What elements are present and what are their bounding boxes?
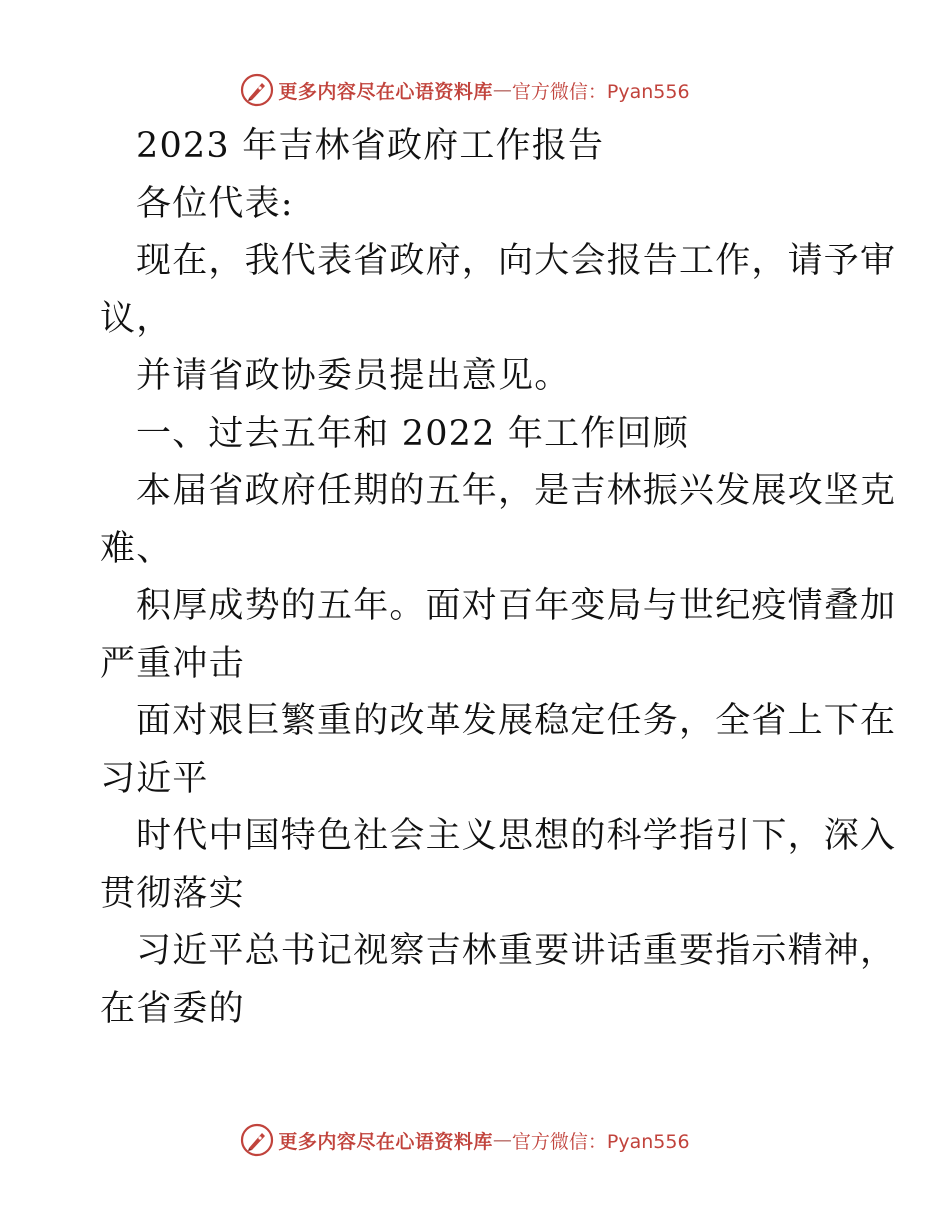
pen-circle-icon [240, 1123, 274, 1157]
watermark-dash: — [492, 79, 512, 101]
document-line: 时代中国特色社会主义思想的科学指引下，深入 [136, 816, 897, 856]
document-line: 各位代表: [136, 183, 294, 224]
pen-circle-icon [240, 73, 274, 107]
watermark-brand: 更多内容尽在心语资料库 [278, 1130, 493, 1153]
watermark-dash: — [492, 1129, 512, 1151]
document-line: 本届省政府任期的五年，是吉林振兴发展攻坚克 [136, 471, 897, 511]
document-line: 严重冲击 [100, 643, 245, 684]
document-line: 习近平总书记视察吉林重要讲话重要指示精神， [136, 931, 897, 971]
document-line: 难、 [100, 528, 173, 569]
watermark-contact: 官方微信：Pyan556 [511, 1130, 690, 1153]
document-line: 面对艰巨繁重的改革发展稳定任务，全省上下在 [136, 701, 897, 741]
document-line: 积厚成势的五年。面对百年变局与世纪疫情叠加 [136, 586, 897, 626]
document-line: 一、过去五年和 2022 年工作回顾 [136, 413, 689, 454]
document-line: 在省委的 [100, 988, 245, 1029]
watermark-contact: 官方微信：Pyan556 [511, 80, 690, 103]
document-body [100, 118, 897, 1038]
document-line: 并请省政协委员提出意见。 [136, 356, 571, 396]
footer-watermark [0, 1120, 950, 1160]
document-line: 议， [100, 298, 173, 339]
document-line: 习近平 [100, 758, 209, 799]
document-line: 贯彻落实 [100, 873, 245, 914]
document-title: 2023 年吉林省政府工作报告 [136, 126, 605, 166]
watermark-brand: 更多内容尽在心语资料库 [278, 80, 493, 103]
document-line: 现在，我代表省政府，向大会报告工作，请予审 [136, 241, 897, 281]
header-watermark [0, 70, 950, 110]
